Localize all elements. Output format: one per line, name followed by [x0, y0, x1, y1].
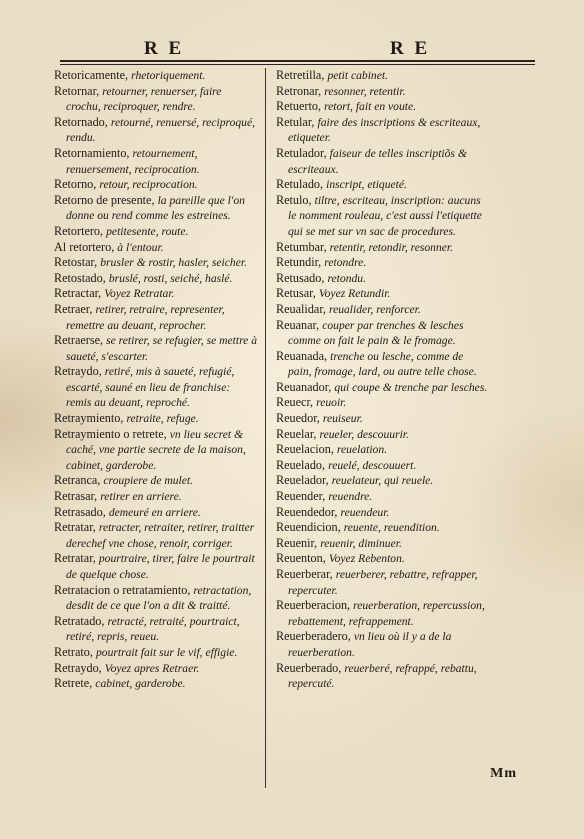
- dictionary-entry: [276, 629, 488, 660]
- left-column: [54, 68, 258, 692]
- headword: Reuerberado,: [276, 660, 342, 675]
- headword: Reuelado,: [276, 457, 326, 472]
- definition: reuerberer, rebattre, refrapper, repercuter.: [288, 568, 478, 597]
- dictionary-entry: [276, 349, 488, 380]
- header-rule-thin: [60, 64, 535, 65]
- definition: reuendeur.: [340, 505, 390, 519]
- headword: Reuanar,: [276, 317, 320, 332]
- headword: Retratar,: [54, 520, 96, 535]
- headword: Reuenir,: [276, 535, 318, 550]
- definition: retentir, retondir, resonner.: [329, 240, 454, 254]
- dictionary-entry: [54, 520, 258, 551]
- definition: reuenir, diminuer.: [320, 536, 402, 550]
- headword: Retostar,: [54, 255, 98, 270]
- definition: retirer, retraire, representer, remettre au deuant, reprocher.: [66, 302, 225, 332]
- definition: retondre.: [324, 256, 367, 270]
- definition: demeuré en arriere.: [108, 505, 201, 519]
- definition: cabinet, garderobe.: [95, 677, 186, 691]
- definition: reuelé, descouuert.: [328, 458, 417, 472]
- definition: reuiseur.: [322, 412, 363, 426]
- headword: Reuelador,: [276, 473, 329, 488]
- headword: Retrasar,: [54, 489, 98, 504]
- dictionary-entry: [54, 427, 258, 474]
- definition: retondu.: [327, 271, 366, 285]
- definition: qui coupe & trenche par lesches.: [334, 380, 488, 394]
- definition: rhetoriquement.: [131, 69, 206, 82]
- definition: inscript, etiqueté.: [326, 178, 407, 192]
- dictionary-entry: [54, 551, 258, 582]
- column-divider: [265, 68, 266, 788]
- signature-mark: Mm: [490, 766, 517, 781]
- dictionary-entry: [54, 255, 258, 271]
- dictionary-entry: [276, 84, 488, 100]
- definition: retracté, retraité, pourtraict, retiré, repris, reueu.: [66, 614, 240, 644]
- headword: Retular,: [276, 114, 315, 129]
- headword: Reuerberadero,: [276, 629, 351, 644]
- dictionary-entry: [276, 442, 488, 458]
- dictionary-entry: [276, 115, 488, 146]
- definition: Voyez Retratar.: [104, 287, 175, 301]
- headword: Retretilla,: [276, 68, 325, 82]
- headword: Retratacion o retratamiento,: [54, 582, 191, 597]
- headword: Retrato,: [54, 644, 93, 659]
- dictionary-entry: [54, 411, 258, 427]
- headword: Retulado,: [276, 177, 324, 192]
- headword: Retraerse,: [54, 333, 104, 348]
- definition: bruslé, rosti, seiché, haslé.: [108, 271, 233, 285]
- dictionary-entry: [54, 68, 258, 84]
- headword: Retorno de presente,: [54, 192, 155, 207]
- dictionary-entry: [276, 302, 488, 318]
- headword: Retrete,: [54, 676, 93, 691]
- dictionary-entry: [276, 318, 488, 349]
- headword: Reuanada,: [276, 348, 328, 363]
- headword: Retraer,: [54, 301, 93, 316]
- definition: reuelateur, qui reuele.: [331, 474, 434, 488]
- definition: reuendre.: [328, 490, 373, 504]
- dictionary-entry: [276, 380, 488, 396]
- definition: faiseur de telles inscriptiõs & escriteaux.: [288, 146, 467, 176]
- headword: Retranca,: [54, 473, 101, 488]
- dictionary-entry: [54, 645, 258, 661]
- right-column: [276, 68, 488, 692]
- definition: retirer en arriere.: [100, 490, 182, 504]
- headword: Retornado,: [54, 114, 108, 129]
- headword: Reuender,: [276, 489, 326, 504]
- definition: tiltre, escriteau, inscription: aucuns le nomment rouleau, c'est aussi l'etiquette qui se met sur vn sac de procedures.: [288, 193, 482, 238]
- headword: Retoricamente,: [54, 68, 129, 82]
- headword: Retumbar,: [276, 239, 327, 254]
- dictionary-entry: [276, 489, 488, 505]
- headword: Retundir,: [276, 255, 322, 270]
- headword: Reuanador,: [276, 379, 332, 394]
- dictionary-entry: [54, 240, 258, 256]
- definition: retourner, renuerser, faire crochu, reciproquer, rendre.: [66, 84, 222, 114]
- dictionary-entry: [54, 614, 258, 645]
- definition: petitesente, route.: [106, 224, 189, 238]
- headword: Reuerberacion,: [276, 598, 351, 613]
- dictionary-entry: [54, 583, 258, 614]
- definition: pourtraire, tirer, faire le pourtrait de quelque chose.: [66, 552, 255, 581]
- headword: Retulador,: [276, 145, 327, 160]
- dictionary-entry: [276, 255, 488, 271]
- dictionary-entry: [276, 411, 488, 427]
- headword: Retornamiento,: [54, 145, 130, 160]
- headword: Al retortero,: [54, 239, 115, 254]
- dictionary-entry: [276, 458, 488, 474]
- headword: Retornar,: [54, 83, 100, 98]
- dictionary-entry: [276, 473, 488, 489]
- definition: reuerberation, repercussion, rebattement, refrappement.: [288, 599, 485, 628]
- definition: retort, fait en voute.: [324, 100, 417, 114]
- definition: reualider, renforcer.: [328, 302, 421, 316]
- headword: Retratado,: [54, 613, 105, 628]
- header-rule: [60, 60, 535, 62]
- dictionary-entry: [54, 193, 258, 224]
- running-header: [60, 38, 535, 58]
- definition: retournement, renuersement, reciprocation.: [66, 146, 200, 176]
- headword: Retrasado,: [54, 504, 106, 519]
- dictionary-entry: [276, 99, 488, 115]
- running-head-right: R E: [390, 38, 431, 59]
- definition: faire des inscriptions & escriteaux, etiqueter.: [288, 115, 481, 145]
- definition: vn lieu où il y a de la reuerberation.: [288, 630, 452, 659]
- definition: vn lieu secret & caché, vne partie secrete de la maison, cabinet, garderobe.: [66, 427, 246, 472]
- dictionary-entry: [276, 271, 488, 287]
- dictionary-entry: [54, 286, 258, 302]
- definition: Voyez Rebenton.: [328, 552, 405, 566]
- dictionary-entry: [276, 598, 488, 629]
- headword: Retusado,: [276, 270, 325, 285]
- headword: Retraydo,: [54, 660, 102, 675]
- dictionary-entry: [276, 520, 488, 536]
- dictionary-entry: [54, 84, 258, 115]
- headword: Retusar,: [276, 286, 316, 301]
- definition: trenche ou lesche, comme de pain, fromage, lard, ou autre telle chose.: [288, 349, 477, 379]
- headword: Reuendedor,: [276, 504, 338, 519]
- dictionary-entry: [54, 224, 258, 240]
- headword: Retorno,: [54, 177, 97, 192]
- dictionary-entry: [276, 177, 488, 193]
- definition: retraite, refuge.: [126, 412, 199, 426]
- dictionary-entry: [276, 146, 488, 177]
- dictionary-entry: [276, 661, 488, 692]
- definition: Voyez apres Retraer.: [104, 661, 200, 675]
- dictionary-entry: [54, 489, 258, 505]
- definition: retour, reciprocation.: [99, 178, 198, 192]
- headword: Retractar,: [54, 286, 102, 301]
- dictionary-entry: [54, 661, 258, 677]
- dictionary-entry: [276, 505, 488, 521]
- definition: retourné, renuersé, reciproqué, rendu.: [66, 115, 256, 145]
- definition: retracter, retraiter, retirer, traitter derechef vne chose, renoir, corriger.: [66, 521, 255, 550]
- headword: Reuedor,: [276, 411, 320, 426]
- headword: Reuerberar,: [276, 567, 333, 581]
- definition: la pareille que l'on donne ou rend comme les estreines.: [66, 193, 245, 223]
- dictionary-entry: [54, 146, 258, 177]
- headword: Retratar,: [54, 551, 96, 566]
- headword: Reuendicion,: [276, 520, 341, 535]
- headword: Retronar,: [276, 83, 322, 98]
- headword: Retulo,: [276, 192, 312, 207]
- definition: reuerberé, refrappé, rebattu, repercuté.: [288, 661, 477, 691]
- headword: Retostado,: [54, 270, 106, 285]
- headword: Retraydo,: [54, 364, 102, 379]
- dictionary-entry: [54, 271, 258, 287]
- dictionary-entry: [276, 395, 488, 411]
- definition: reuoir.: [316, 396, 347, 410]
- dictionary-entry: [276, 286, 488, 302]
- running-head-left: R E: [144, 38, 185, 59]
- dictionary-entry: [54, 177, 258, 193]
- headword: Retraymiento o retrete,: [54, 426, 167, 441]
- headword: Reuelacion,: [276, 442, 334, 457]
- dictionary-entry: [276, 240, 488, 256]
- headword: Reuecr,: [276, 395, 314, 410]
- headword: Retraymiento,: [54, 411, 124, 426]
- dictionary-entry: [276, 567, 488, 598]
- headword: Reuelar,: [276, 426, 317, 441]
- definition: Voyez Retundir.: [318, 287, 391, 301]
- dictionary-entry: [276, 427, 488, 443]
- headword: Reualidar,: [276, 301, 326, 316]
- definition: à l'entour.: [117, 240, 164, 254]
- definition: resonner, retentir.: [324, 84, 406, 98]
- definition: croupiere de mulet.: [103, 474, 194, 488]
- dictionary-entry: [54, 115, 258, 146]
- definition: retractation, desdit de ce que l'on a dit & traitté.: [66, 583, 252, 613]
- dictionary-entry: [54, 364, 258, 411]
- dictionary-entry: [54, 302, 258, 333]
- definition: reuelation.: [336, 443, 388, 457]
- definition: reuente, reuendition.: [343, 521, 440, 535]
- definition: petit cabinet.: [327, 69, 388, 82]
- definition: couper par trenches & lesches comme on fait le pain & le fromage.: [288, 318, 464, 348]
- headword: Reuenton,: [276, 551, 326, 566]
- dictionary-entry: [54, 676, 258, 692]
- definition: retiré, mis à saueté, refugié, escarté, sauné en lieu de franchise: remis au deuant, reproché.: [66, 365, 235, 410]
- definition: se retirer, se refugier, se mettre à saueté, s'escarter.: [66, 334, 258, 363]
- dictionary-entry: [54, 333, 258, 364]
- dictionary-entry: [276, 193, 488, 240]
- headword: Retortero,: [54, 223, 104, 238]
- dictionary-entry: [276, 536, 488, 552]
- dictionary-entry: [54, 473, 258, 489]
- definition: brusler & rostir, hasler, seicher.: [100, 256, 247, 270]
- definition: reueler, descouurir.: [319, 427, 409, 441]
- headword: Retuerto,: [276, 99, 322, 114]
- definition: pourtrait fait sur le vif, effigie.: [95, 645, 238, 659]
- dictionary-entry: [276, 551, 488, 567]
- dictionary-entry: [276, 68, 488, 84]
- dictionary-entry: [54, 505, 258, 521]
